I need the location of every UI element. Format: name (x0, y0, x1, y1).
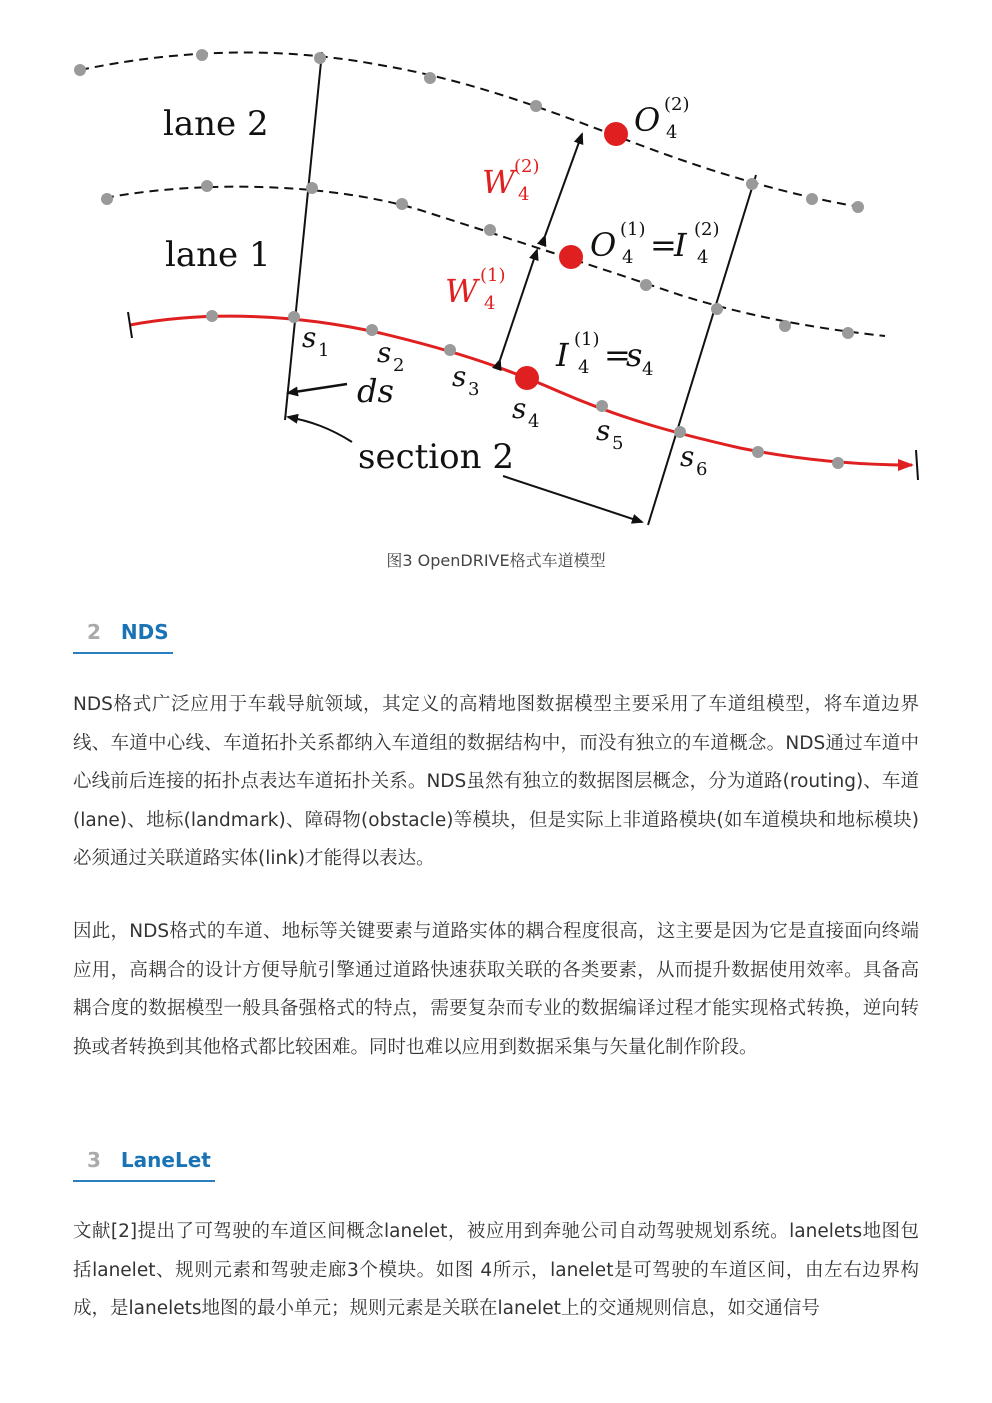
section-heading-nds (73, 610, 173, 654)
sample-point (832, 457, 844, 469)
width-arrow-1 (500, 250, 537, 360)
section-number: 3 (87, 1148, 101, 1172)
reference-line (130, 316, 912, 465)
label-equals-1: = (650, 226, 677, 264)
label-lane1: lane 1 (165, 235, 271, 275)
section-arrow-right (503, 476, 642, 522)
label-s4-right: s (626, 336, 643, 374)
section-heading-lanelet (73, 1138, 215, 1182)
section-boundary-left (285, 52, 322, 420)
figure-caption: 图3 OpenDRIVE格式车道模型 (386, 551, 606, 570)
label-i4-2-sub: 4 (697, 247, 709, 268)
label-equals-2: = (604, 336, 631, 374)
label-w4-1-sub: 4 (484, 293, 496, 314)
label-i4-1-sub: 4 (578, 357, 590, 378)
label-i4-1: I (556, 336, 569, 374)
sample-point (530, 100, 542, 112)
paragraph-lanelet-1: 文献[2]提出了可驾驶的车道区间概念lanelet，被应用到奔驰公司自动驾驶规划系统。lanelets地图包括lanelet、规则元素和驾驶走廊3个模块。如图 4所示，lanelet是可驾驶的车道区间，由左右边界构成，是lanelets地图的最小单元；规则元素是关联在lanelet上的交通规则信息，如交通信号 (73, 1221, 919, 1319)
point-s4 (515, 366, 539, 390)
label-o4-1: O (590, 226, 617, 264)
label-w4-1-sup: (1) (480, 265, 506, 286)
paragraph-nds-1: NDS格式广泛应用于车载导航领域，其定义的高精地图数据模型主要采用了车道组模型，将车道边界线、车道中心线、车道拓扑关系都纳入车道组的数据结构中，而没有独立的车道概念。NDS通过车道中心线前后连接的拓扑点表达车道拓扑关系。NDS虽然有独立的数据图层概念，分为道路(routing)、车道(lane)、地标(landmark)、障碍物(obstacle)等模块，但是实际上非道路模块(如车道模块和地标模块)必须通过关联道路实体(link)才能得以表达。 (73, 694, 919, 869)
sample-point (596, 400, 608, 412)
sample-point (852, 201, 864, 213)
label-s2: s (377, 336, 392, 369)
sample-point (640, 279, 652, 291)
label-s5-sub: 5 (612, 433, 624, 454)
sample-point (74, 64, 86, 76)
section-title: NDS (120, 620, 169, 644)
sample-point (674, 426, 686, 438)
label-s6-sub: 6 (696, 459, 708, 480)
label-section: section 2 (358, 437, 514, 477)
sample-point (101, 193, 113, 205)
sample-point (842, 327, 854, 339)
sample-point (424, 72, 436, 84)
sample-point (206, 310, 218, 322)
label-s3-sub: 3 (468, 379, 480, 400)
label-ds: ds (357, 372, 394, 410)
label-s4-sub: 4 (528, 411, 540, 432)
sample-point (306, 182, 318, 194)
label-s3: s (452, 360, 467, 393)
label-w4-2: W (482, 163, 515, 201)
reference-line-end-tick (916, 450, 918, 480)
label-s1-sub: 1 (318, 340, 330, 361)
label-s6: s (680, 440, 695, 473)
paragraph-nds-2: 因此，NDS格式的车道、地标等关键要素与道路实体的耦合程度很高，这主要是因为它是直接面向终端应用，高耦合的设计方便导航引擎通过道路快速获取关联的各类要素，从而提升数据使用效率。具备高耦合度的数据模型一般具备强格式的特点，需要复杂而专业的数据编译过程才能实现格式转换，逆向转换或者转换到其他格式都比较困难。同时也难以应用到数据采集与矢量化制作阶段。 (73, 921, 919, 1058)
label-s2-sub: 2 (393, 355, 405, 376)
sample-point (746, 178, 758, 190)
sample-point (806, 193, 818, 205)
label-i4-1-sup: (1) (574, 329, 600, 350)
sample-point (314, 52, 326, 64)
section-number: 2 (87, 620, 101, 644)
label-o4-2-sup: (2) (664, 94, 690, 115)
sample-point (288, 311, 300, 323)
sample-point (366, 324, 378, 336)
label-lane2: lane 2 (163, 104, 269, 144)
label-s4-right-sub: 4 (642, 359, 654, 380)
sample-point (779, 320, 791, 332)
point-o4-1 (559, 245, 583, 269)
label-o4-1-sup: (1) (620, 219, 646, 240)
sample-point (752, 446, 764, 458)
label-i4-2: I (674, 226, 687, 264)
label-w4-1: W (445, 272, 478, 310)
label-o4-2: O (634, 101, 661, 139)
point-o4-2 (604, 122, 628, 146)
ds-arrow (288, 384, 347, 393)
label-w4-2-sub: 4 (518, 184, 530, 205)
sample-point (396, 198, 408, 210)
section-arrow-left (288, 417, 352, 442)
label-o4-2-sub: 4 (666, 122, 678, 143)
sample-point (196, 49, 208, 61)
sample-point (484, 224, 496, 236)
width-arrow-2 (545, 134, 582, 236)
label-s4: s (512, 392, 527, 425)
label-s1: s (302, 321, 317, 354)
label-s5: s (596, 414, 611, 447)
sample-point (444, 344, 456, 356)
label-w4-2-sup: (2) (514, 156, 540, 177)
label-o4-1-sub: 4 (622, 247, 634, 268)
sample-point (711, 303, 723, 315)
sample-point (201, 180, 213, 192)
section-title: LaneLet (120, 1148, 211, 1172)
label-i4-2-sup: (2) (694, 219, 720, 240)
opendrive-lane-model-figure (60, 30, 940, 540)
